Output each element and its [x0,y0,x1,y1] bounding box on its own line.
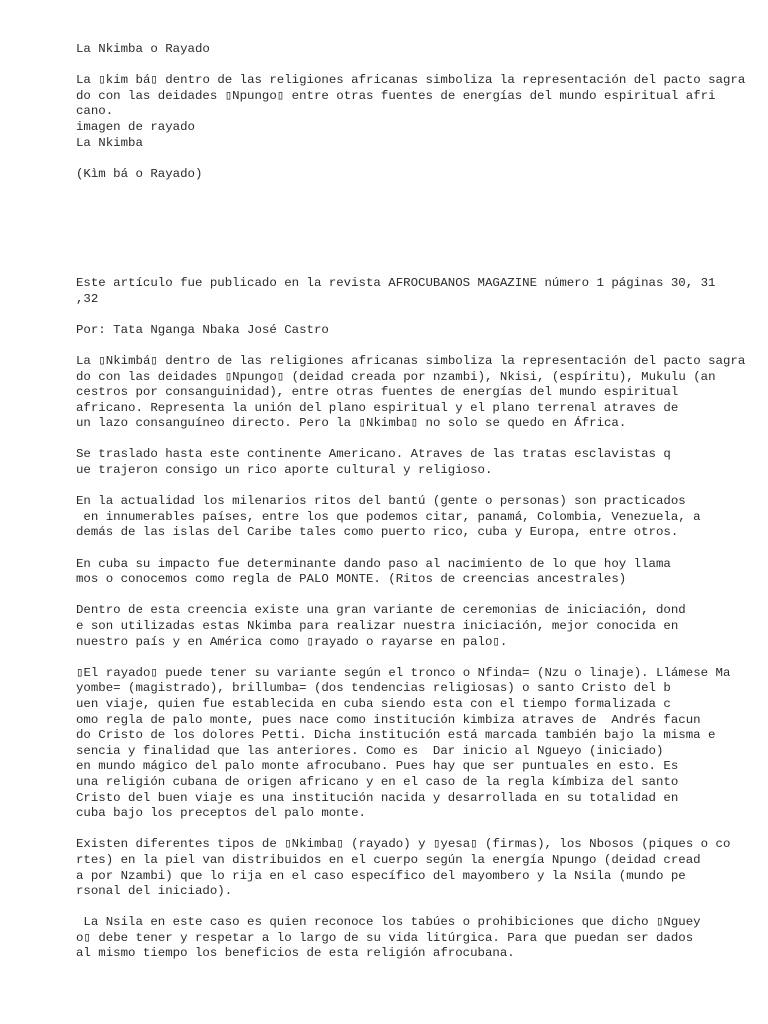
publication-line: ,32 [76,291,99,306]
image-placeholder-label: imagen de rayado [76,119,195,134]
paragraph-line: e son utilizadas estas Nkimba para realizar nuestra iniciación, mejor conocida en [76,619,679,633]
paragraph-line: una religión cubana de origen africano y en el caso de la regla kímbiza del santo [76,774,679,789]
document-title-block [76,42,756,58]
blank-space [76,198,756,276]
paragraph-line: africano. Representa la unión del plano espiritual y el plano terrenal atraves de [76,400,679,415]
paragraph-line: Se traslado hasta este continente Americano. Atraves de las tratas esclavistas q [76,447,671,462]
paragraph-line: mos o conocemos como regla de PALO MONTE. (Ritos de creencias ancestrales) [76,572,627,587]
intro-paragraph [76,73,756,151]
paragraph-line: un lazo consanguíneo directo. Pero la ▯Nkimba▯ no solo se quedo en África. [76,416,627,431]
intro-line: cano. [76,104,114,119]
paragraph-line: La Nsila en este caso es quien reconoce los tabúes o prohibiciones que dicho ▯Nguey [76,915,701,930]
paragraph-line: sencia y finalidad que las anteriores. Como es Dar inicio al Ngueyo (iniciado) [76,743,664,758]
intro-line: La ▯kim bá▯ dentro de las religiones africanas simboliza la representación del pacto sagra [76,73,746,88]
body-paragraph [76,354,756,432]
paragraph-line: ▯El rayado▯ puede tener su variante según el tronco o Nfinda= (Nzu o linaje). Llámese Ma [76,665,731,680]
paragraph-line: cuba bajo los preceptos del palo monte. [76,806,366,821]
paragraph-line: Existen diferentes tipos de ▯Nkimba▯ (rayado) y ▯yesa▯ (firmas), los Nbosos (piques o co [76,837,731,852]
paragraph-line: do Cristo de los dolores Petti. Dicha institución está marcada también bajo la misma e [76,728,716,743]
paragraph-line: en mundo mágico del palo monte afrocubano. Pues hay que ser puntuales en esto. Es [76,759,679,774]
body-paragraph [76,915,756,962]
body-paragraph [76,666,756,822]
image-caption-title: La Nkimba [76,135,143,150]
paragraph-line: yombe= (magistrado), brillumba= (dos tendencias religiosas) o santo Cristo del b [76,681,671,696]
paragraph-line: Dentro de esta creencia existe una gran variante de ceremonias de iniciación, dond [76,603,686,618]
paragraph-line: o▯ debe tener y respetar a lo largo de su vida litúrgica. Para que puedan ser dados [76,930,694,945]
paragraph-line: La ▯Nkimbá▯ dentro de las religiones africanas simboliza la representación del pacto sagra [76,353,746,368]
paragraph-line: En la actualidad los milenarios ritos del bantú (gente o personas) son practicados [76,494,686,509]
paragraph-line: en innumerables países, entre los que podemos citar, panamá, Colombia, Venezuela, a [76,509,701,524]
paragraph-line: al mismo tiempo los beneficios de esta religión afrocubana. [76,946,515,961]
paragraph-line: do con las deidades ▯Npungo▯ (deidad creada por nzambi), Nkisi, (espíritu), Mukulu (an [76,369,716,384]
body-paragraph [76,494,756,541]
image-caption: (Kìm bá o Rayado) [76,166,203,181]
author-line: Por: Tata Nganga Nbaka José Castro [76,322,329,337]
document-title: La Nkimba o Rayado [76,42,210,56]
author-block [76,323,756,339]
paragraph-line: uen viaje, quien fue establecida en cuba siendo esta con el tiempo formalizada c [76,696,671,711]
body-paragraph [76,837,756,899]
paragraph-line: rsonal del iniciado). [76,884,233,899]
caption-block [76,167,756,183]
body-paragraph [76,603,756,650]
document-page [76,42,756,978]
paragraph-line: demás de las islas del Caribe tales como puerto rico, cuba y Europa, entre otros. [76,525,679,540]
body-paragraph [76,447,756,478]
paragraph-line: a por Nzambi) que lo rija en el caso específico del mayombero y la Nsila (mundo pe [76,868,686,883]
publication-line: Este artículo fue publicado en la revista AFROCUBANOS MAGAZINE número 1 páginas 30, 31 [76,275,716,290]
intro-line: do con las deidades ▯Npungo▯ entre otras fuentes de energías del mundo espiritual afri [76,88,716,103]
paragraph-line: Cristo del buen viaje es una institución nacida y desarrollada en su totalidad en [76,790,679,805]
paragraph-line: rtes) en la piel van distribuidos en el cuerpo según la energía Npungo (deidad cread [76,852,701,867]
paragraph-line: cestros por consanguinidad), entre otras fuentes de energías del mundo espiritual [76,385,679,400]
paragraph-line: ue trajeron consigo un rico aporte cultural y religioso. [76,463,493,478]
publication-note [76,276,756,307]
paragraph-line: En cuba su impacto fue determinante dando paso al nacimiento de lo que hoy llama [76,556,671,571]
paragraph-line: omo regla de palo monte, pues nace como institución kimbiza atraves de Andrés facun [76,712,701,727]
paragraph-line: nuestro país y en América como ▯rayado o rayarse en palo▯. [76,634,508,649]
body-paragraph [76,557,756,588]
